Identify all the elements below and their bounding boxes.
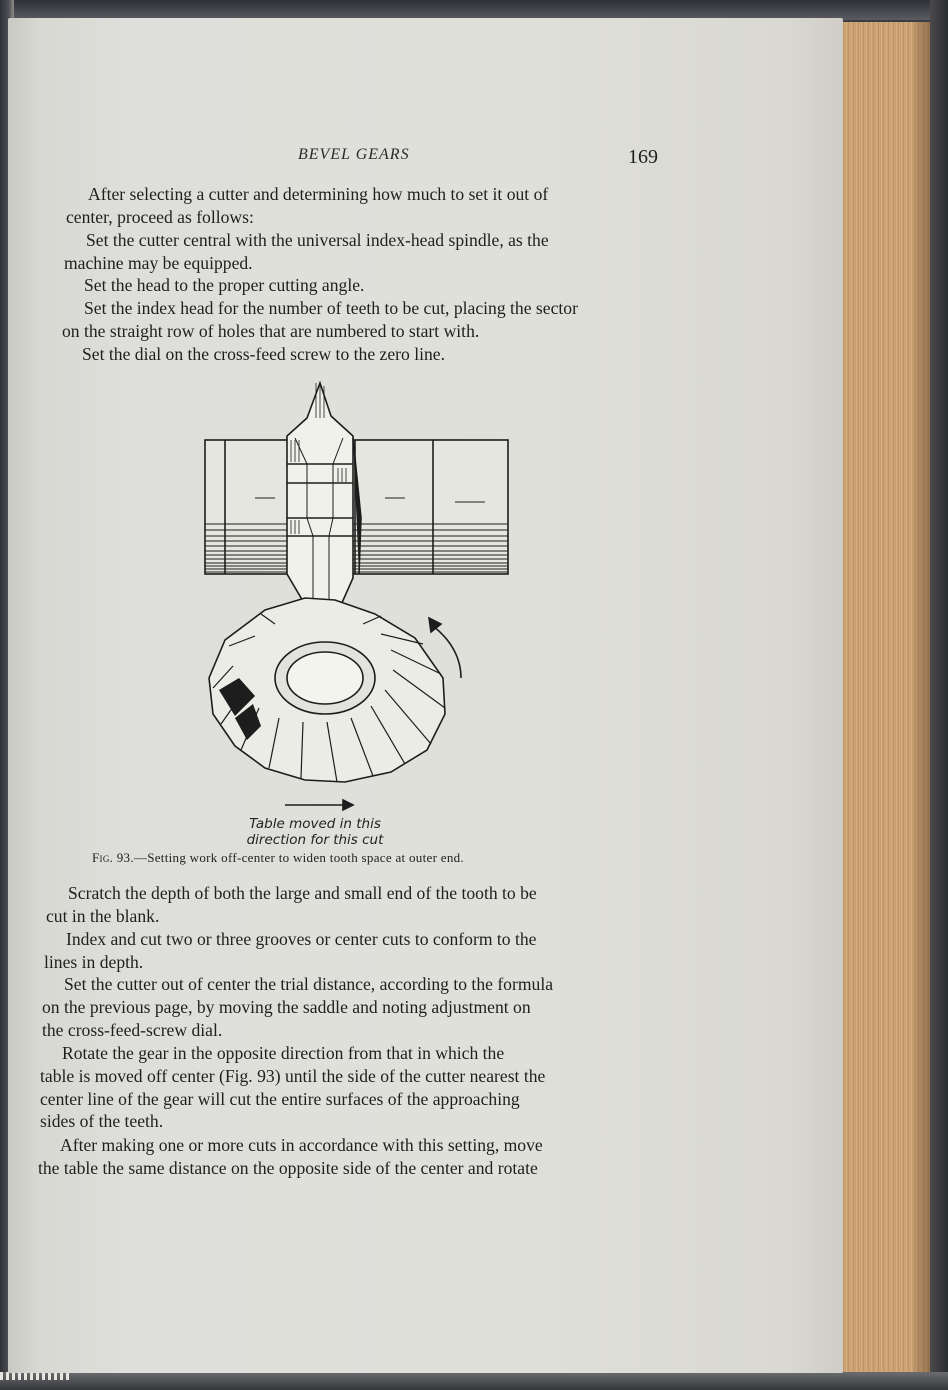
- text-line: sides of the teeth.: [40, 1111, 164, 1132]
- figure-caption: [92, 850, 464, 866]
- text-line: center line of the gear will cut the entire surfaces of the approaching: [40, 1088, 520, 1109]
- text-line: Set the index head for the number of teeth to be cut, placing the sector: [84, 298, 578, 318]
- paragraph-step-center: [64, 229, 666, 275]
- paragraph-trial-distance: [42, 973, 648, 1041]
- page-number: 169: [628, 146, 658, 168]
- ruler-marks: [0, 1372, 70, 1380]
- cutter: [287, 383, 353, 630]
- figure-annotation: [200, 816, 430, 848]
- text-line: Set the cutter central with the universal index-head spindle, as the: [86, 230, 549, 250]
- text-line: Scratch the depth of both the large and small end of the tooth to be: [68, 883, 537, 903]
- text-line: Set the head to the proper cutting angle.: [84, 275, 365, 295]
- text-line: center, proceed as follows:: [66, 206, 254, 227]
- paragraph-index: [44, 928, 650, 974]
- text-line: Rotate the gear in the opposite direction from that in which the: [62, 1043, 505, 1063]
- text-line: table is moved off center (Fig. 93) until the side of the cutter nearest the: [40, 1065, 546, 1086]
- paragraph-step-dial: [60, 343, 660, 366]
- figure-caption-text: —Setting work off-center to widen tooth space at outer end.: [133, 850, 464, 865]
- book-cover-right: [930, 0, 948, 1390]
- annotation-line: Table moved in this: [249, 816, 381, 832]
- text-line: After making one or more cuts in accordance with this setting, move: [60, 1135, 543, 1155]
- page-block-edges: [838, 22, 940, 1372]
- text-line: Set the dial on the cross-feed screw to the zero line.: [82, 344, 445, 364]
- paragraph-step-angle: [62, 274, 662, 297]
- text-line: After selecting a cutter and determining how much to set it out of: [88, 184, 549, 204]
- running-head: BEVEL GEARS: [298, 146, 410, 163]
- figure-label: Fig. 93.: [92, 850, 134, 865]
- paragraph-intro: [66, 183, 666, 229]
- text-line: the table the same distance on the opposite side of the center and rotate: [38, 1157, 538, 1178]
- paragraph-scratch: [46, 882, 652, 928]
- annotation-line: direction for this cut: [246, 832, 384, 848]
- text-line: cut in the blank.: [46, 905, 160, 926]
- paragraph-step-index: [62, 297, 664, 343]
- paragraph-after-cuts: [38, 1134, 644, 1180]
- text-line: on the straight row of holes that are numbered to start with.: [62, 320, 480, 341]
- text-line: Set the cutter out of center the trial distance, according to the formula: [64, 974, 554, 994]
- text-line: on the previous page, by moving the saddle and noting adjustment on: [42, 996, 531, 1017]
- book-cover-top: [0, 0, 948, 20]
- text-line: machine may be equipped.: [64, 252, 253, 273]
- paragraph-rotate: [40, 1042, 646, 1133]
- book-cover-bottom: [0, 1372, 948, 1390]
- text-line: Index and cut two or three grooves or center cuts to conform to the: [66, 929, 537, 949]
- bevel-gear-illustration: [195, 378, 515, 818]
- text-line: lines in depth.: [44, 951, 144, 972]
- text-line: the cross-feed-screw dial.: [42, 1019, 223, 1040]
